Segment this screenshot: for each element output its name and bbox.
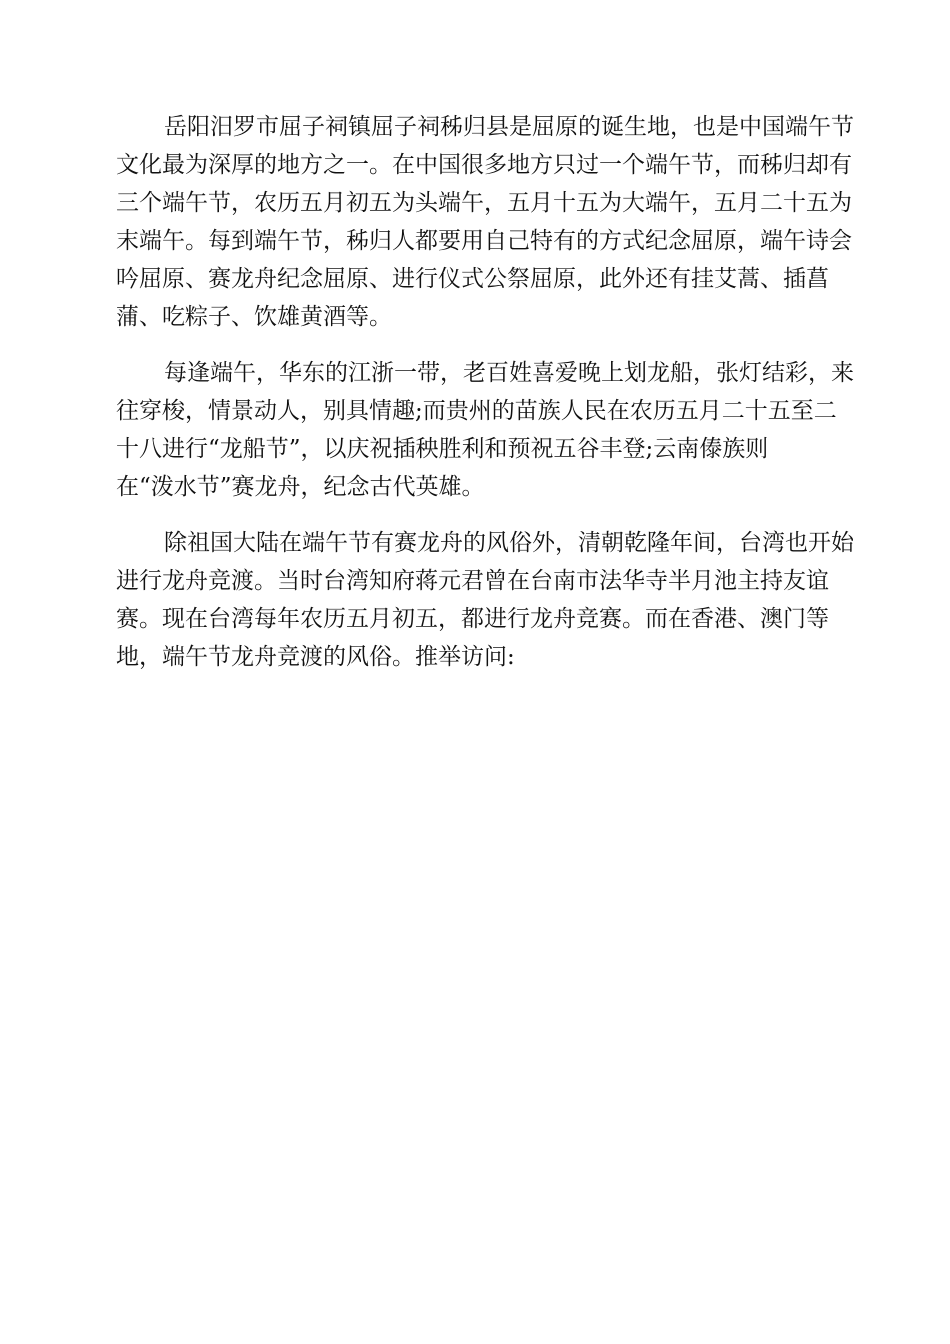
paragraph-qu-yuan-birthplace (116, 108, 854, 336)
text-line: 地，端午节龙舟竞渡的风俗。推举访问: (116, 644, 515, 670)
text-line: 往穿梭，情景动人，别具情趣;而贵州的苗族人民在农历五月二十五至二 (116, 398, 837, 424)
text-line: 除祖国大陆在端午节有赛龙舟的风俗外，清朝乾隆年间，台湾也开始 (164, 530, 854, 556)
text-line: 每逢端午，华东的江浙一带，老百姓喜爱晚上划龙船，张灯结彩，来 (164, 360, 854, 386)
text-line: 进行龙舟竞渡。当时台湾知府蒋元君曾在台南市法华寺半月池主持友谊 (116, 568, 829, 594)
text-line: 末端午。每到端午节，秭归人都要用自己特有的方式纪念屈原，端午诗会 (116, 228, 852, 254)
text-line: 文化最为深厚的地方之一。在中国很多地方只过一个端午节，而秭归却有 (116, 152, 852, 178)
paragraph-regional-customs (116, 354, 854, 506)
text-line: 三个端午节，农历五月初五为头端午，五月十五为大端午，五月二十五为 (116, 190, 852, 216)
text-line: 吟屈原、赛龙舟纪念屈原、进行仪式公祭屈原，此外还有挂艾蒿、插菖 (116, 266, 829, 292)
text-line: 赛。现在台湾每年农历五月初五，都进行龙舟竞赛。而在香港、澳门等 (116, 606, 829, 632)
text-line: 岳阳汨罗市屈子祠镇屈子祠秭归县是屈原的诞生地，也是中国端午节 (164, 114, 854, 140)
text-line: 在“泼水节”赛龙舟，纪念古代英雄。 (116, 474, 485, 500)
paragraph-taiwan-dragon-boat (116, 524, 854, 676)
text-line: 十八进行“龙船节”，以庆祝插秧胜利和预祝五谷丰登;云南傣族则 (116, 436, 769, 462)
text-line: 蒲、吃粽子、饮雄黄酒等。 (116, 304, 392, 330)
document-body (116, 108, 854, 694)
